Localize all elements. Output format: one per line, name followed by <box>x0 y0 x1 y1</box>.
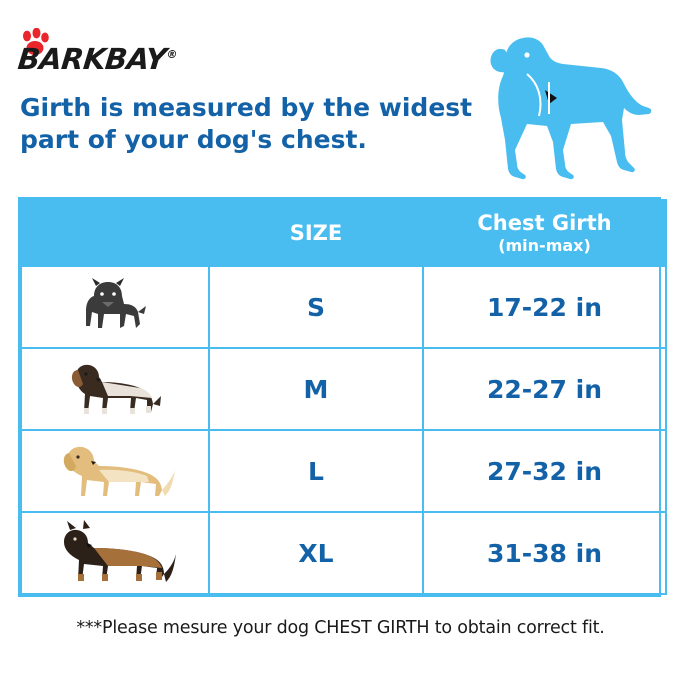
header-size: SIZE <box>209 200 423 266</box>
table-row <box>21 266 666 348</box>
french-bulldog-illustration <box>72 276 158 338</box>
header-chest-girth-main: Chest Girth <box>477 210 612 235</box>
header-image <box>21 200 209 266</box>
size-chart-table <box>18 197 661 597</box>
table-header-row <box>21 200 666 266</box>
size-value: S <box>209 266 423 348</box>
beagle-illustration <box>60 358 170 420</box>
table-row <box>21 512 666 594</box>
header-chest-girth-sub: (min-max) <box>498 236 591 256</box>
page-title: Girth is measured by the widest part of your dog's chest. <box>20 93 473 154</box>
girth-value: 17-22 in <box>423 266 666 348</box>
french-bulldog-photo <box>21 266 209 348</box>
dog-side-view-illustration <box>453 30 653 185</box>
german-shepherd-photo <box>21 512 209 594</box>
header <box>18 30 661 180</box>
table-row <box>21 430 666 512</box>
german-shepherd-illustration <box>50 520 180 586</box>
header-chest-girth <box>423 200 666 266</box>
size-value: XL <box>209 512 423 594</box>
size-value: M <box>209 348 423 430</box>
brand-name-text: BARKBAY <box>16 42 168 76</box>
table-row <box>21 348 666 430</box>
golden-retriever-illustration <box>53 440 177 502</box>
girth-value: 27-32 in <box>423 430 666 512</box>
girth-value: 31-38 in <box>423 512 666 594</box>
beagle-photo <box>21 348 209 430</box>
brand-logo <box>18 42 177 76</box>
golden-retriever-photo <box>21 430 209 512</box>
footer-note: ***Please mesure your dog CHEST GIRTH to obtain correct fit. <box>76 618 605 638</box>
registered-mark: ® <box>165 48 178 62</box>
brand-name <box>16 42 178 76</box>
size-value: L <box>209 430 423 512</box>
girth-value: 22-27 in <box>423 348 666 430</box>
